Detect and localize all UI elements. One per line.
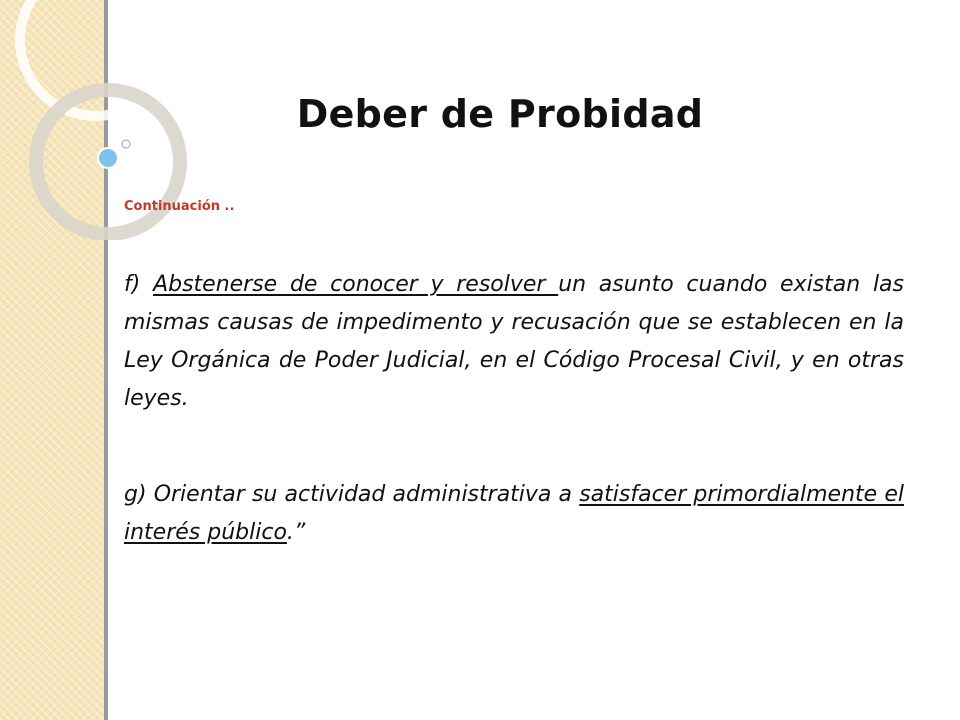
slide-subtitle: Continuación .. <box>124 199 235 214</box>
small-dot <box>122 140 130 148</box>
item-f-underlined: Abstenerse de conocer y resolver <box>153 272 559 297</box>
item-f-text: un asunto cuando existan las mismas causas de impedimento y recusación que se establecen en la Ley Orgánica de Poder Judicial, en el Código Procesal Civil, y en otras leyes. <box>124 272 904 411</box>
item-g-suffix: .” <box>286 520 306 545</box>
blue-dot <box>98 148 118 168</box>
slide-title: Deber de Probidad <box>296 92 704 136</box>
item-g-underlined: satisfacer primordialmente el interés público <box>124 482 904 545</box>
paragraph-item-f <box>124 266 904 418</box>
item-f-prefix: f) <box>124 272 154 297</box>
item-g-prefix: g) Orientar su actividad administrativa a <box>124 482 580 507</box>
paragraph-item-g <box>124 476 904 552</box>
